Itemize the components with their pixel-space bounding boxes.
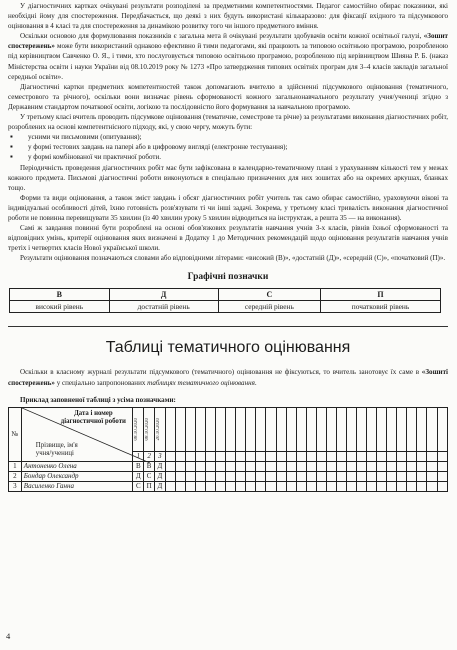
row-number: 2 [9, 471, 22, 481]
paragraph: Діагностичні картки предметних компетентностей також допомагають вчителю в здійсненні підсумкового оцінювання (тематичного, семестрового та річного), оскільки вони визначає рівень сформованості кожного загальнонавчального результату учня/учениці згідно з Державним стандартом початкової освіти, логікою та послідовністю його формування за навчальною програмою. [8, 82, 448, 111]
mark: С [144, 471, 155, 481]
grade-letter: С [218, 289, 320, 301]
list-item: ▪ у формі тестових завдань на папері або в цифровому вигляді (електронне тестування); [8, 142, 448, 152]
table-row [9, 461, 448, 471]
grade-label: середній рівень [218, 301, 320, 313]
page-content [8, 0, 448, 492]
name-header-label: Прізвище, ім'я учня/учениці [35, 441, 78, 457]
list-item: ▪ усними чи письмовими (опитування); [8, 132, 448, 142]
work-number: 1 [133, 451, 144, 461]
grade-label: початковий рівень [321, 301, 441, 313]
grade-letter: Д [109, 289, 218, 301]
example-heading: Приклад заповненої таблиці з усіма позначками: [20, 395, 176, 404]
student-name: Василенко Ганна [21, 481, 133, 491]
mark: Д [155, 471, 166, 481]
grades-legend-table [9, 288, 441, 313]
page-number: 4 [6, 631, 11, 641]
mark: Д [155, 461, 166, 471]
row-number: 1 [9, 461, 22, 471]
example-journal-table [8, 407, 448, 492]
paragraph: Результати оцінювання позначаються словами або відповідними літерами: «високий (В)», «достатній (Д)», «середній (С)», «початковий (П)». [20, 254, 446, 263]
list-item: ▪ у формі комбінованої чи практичної роботи. [8, 152, 448, 162]
work-number: 3 [155, 451, 166, 461]
paragraph: Самі ж завдання повинні бути розроблені на основі обов'язкових результатів навчання учнів 3-х класів, рівнів їхньої сформованості та відповідних умінь, критерії оцінювання яких визначені в Додатку 1 до Методичних рекомендацій щодо оцінювання результатів навчання учнів третіх і четвертих класів Нової української школи. [8, 224, 448, 253]
student-name: Антоненко Олена [21, 461, 133, 471]
mark: В [133, 461, 144, 471]
paragraph: У третьому класі вчитель проводить підсумкове оцінювання (тематичне, семестрове та річне) за результатами виконання діагностичних робіт, розроблених на основі компетентнісного підходу, які, у свою чергу, можуть бути: [8, 113, 448, 132]
tables-heading: Таблиці тематичного оцінювання [105, 339, 351, 357]
table-row [9, 471, 448, 481]
section-divider [8, 326, 448, 327]
mark: П [144, 481, 155, 491]
paragraph: Періодичність проведення діагностичних робіт має бути зафіксована в календарно-тематичному плані з урахуванням кількості тем у межах кожного предмета. Письмові діагностичні роботи виконуються в спеціально призначених для них зошитах або на окремих аркушах, бланках тощо. [8, 163, 448, 192]
grade-label: достатній рівень [109, 301, 218, 313]
bullet-list [8, 132, 448, 162]
grade-letter: П [321, 289, 441, 301]
grade-label: високий рівень [10, 301, 110, 313]
grade-letter: В [10, 289, 110, 301]
number-header: № [9, 407, 22, 461]
student-name: Бондар Олександр [21, 471, 133, 481]
paragraph: Оскільки основою для формулювання показників є загальна мета й очікувані результати здобувачів освіти кожної освітньої галузі, «Зошит спостережень» може бути використаний однаково ефективно й тими педагогами, які працюють за типовою освітньою програмою, розробленою під керівництвом Савченко О. Я., і тими, хто послуговується типовою освітньою програмою, розробленою під керівництвом Шияна Р. Б. (наказ Міністерства освіти і науки України від 08.10.2019 року № 1273 «Про затвердження типових освітніх програм для 3–4 класів закладів загальної середньої освіти». [8, 32, 448, 81]
mark: Д [155, 481, 166, 491]
mark: В [144, 461, 155, 471]
graphic-marks-heading: Графічні позначки [187, 272, 269, 283]
paragraph: У діагностичних картках очікувані результати розподілені за предметними компетентностями. Педагог самостійно обирає показники, які необхідні йому для спостереження. Передбачається, що деякі з них будуть використані кількаразово: для фіксації вхідного та підсумкового оцінювання в 4 класі та для спостереження за динамікою розвитку того чи іншого предметного вміння. [8, 2, 448, 31]
diagonal-header-cell [21, 407, 133, 461]
date-header: 08.10.2020 [144, 407, 155, 451]
paragraph: Оскільки в класному журналі результати підсумкового (тематичного) оцінювання не фіксуються, то вчитель занотовує їх саме в «Зошиті спостережень» у спеціально запропонованих таблицях тематичного оцінювання. [8, 368, 448, 387]
diag-header-label: Дата і номер діагностичної роботи [60, 409, 126, 425]
date-header: 08.10.2020 [133, 407, 144, 451]
mark: С [133, 481, 144, 491]
mark: Д [133, 471, 144, 481]
table-row [9, 481, 448, 491]
row-number: 3 [9, 481, 22, 491]
date-header: 20.10.2020 [155, 407, 166, 451]
paragraph: Форми та види оцінювання, а також зміст завдань і обсяг діагностичних робіт учитель так само обирає самостійно, ураховуючи вікові та індивідуальні особливості дітей, їхню готовність розв'язувати ті чи інші задачі. Зокрема, у третьому класі тривалість виконання діагностичної роботи не повинна перевищувати 35 хвилин (із 40 хвилин уроку 5 хвилин відводиться на інструктаж, а решта 35 — на виконання). [8, 193, 448, 222]
work-number: 2 [144, 451, 155, 461]
